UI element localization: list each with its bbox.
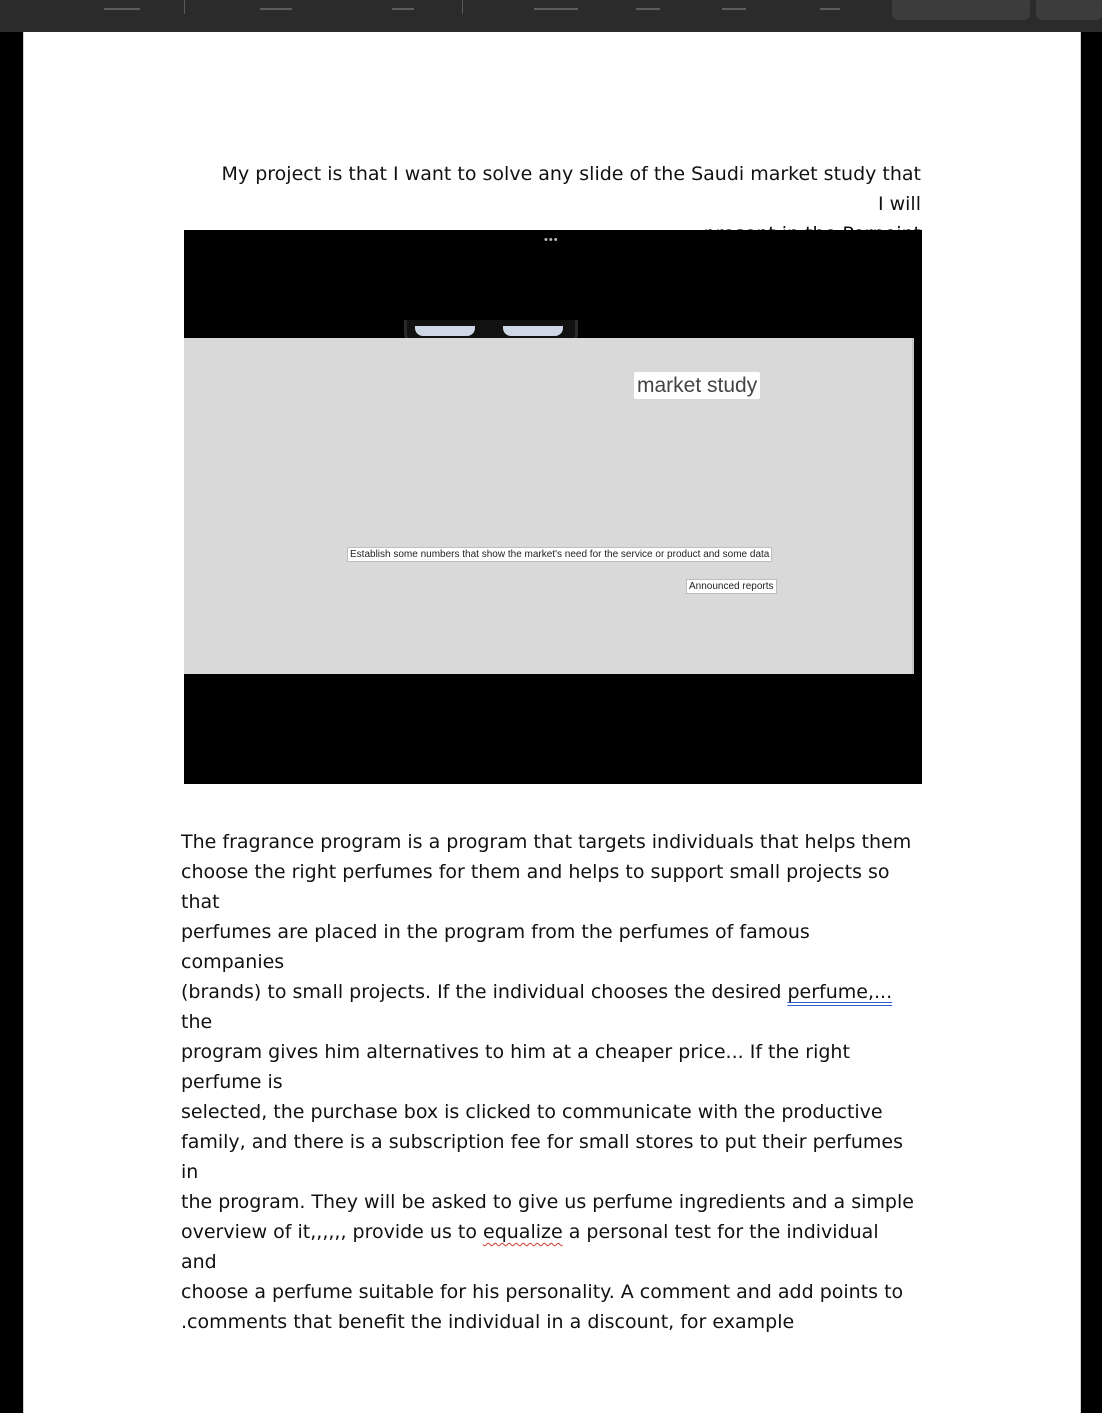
slide-preview <box>184 338 914 674</box>
slide-title: market study <box>634 372 760 399</box>
body-line: The fragrance program is a program that targets individuals that helps them <box>181 831 912 853</box>
toolbar-field[interactable] <box>892 0 1030 20</box>
body-line: choose the right perfumes for them and helps to support small projects so that <box>181 861 890 913</box>
toolbar-field-secondary[interactable] <box>1036 0 1102 20</box>
body-paragraph[interactable] <box>181 827 916 1337</box>
play-icon[interactable] <box>392 0 414 10</box>
misspelled-word[interactable]: equalize <box>483 1221 563 1243</box>
body-line: program gives him alternatives to him at a cheaper price... If the right perfume is <box>181 1041 850 1093</box>
body-line <box>181 1217 916 1277</box>
body-line <box>181 977 916 1037</box>
body-line-text: (brands) to small projects. If the individual chooses the desired <box>181 981 788 1003</box>
grammar-flagged-word[interactable]: perfume,... <box>787 981 893 1003</box>
frame-icon[interactable] <box>260 0 292 10</box>
body-line-text: the <box>181 1011 213 1033</box>
body-line: perfumes are placed in the program from the perfumes of famous companies <box>181 921 810 973</box>
slide-handle-left <box>415 326 475 336</box>
editor-toolbar <box>0 0 1102 33</box>
body-line-text: a personal test for the individual and <box>181 1221 879 1273</box>
text-cursor-icon[interactable] <box>722 0 746 10</box>
body-line: .comments that benefit the individual in a discount, for example <box>181 1311 795 1333</box>
slide-text-line-1: Establish some numbers that show the market's need for the service or product and some data <box>347 547 772 562</box>
body-line: selected, the purchase box is clicked to communicate with the productive <box>181 1101 883 1123</box>
body-line: family, and there is a subscription fee for small stores to put their perfumes in <box>181 1131 903 1183</box>
intro-line-1: My project is that I want to solve any slide of the Saudi market study that I will <box>221 163 921 215</box>
body-line-text: overview of it,,,,,, provide us to <box>181 1221 484 1243</box>
slide-handle-right <box>503 326 563 336</box>
toolbar-divider <box>184 0 185 14</box>
more-options-icon[interactable]: ••• <box>544 234 559 246</box>
toolbar-divider <box>462 0 463 14</box>
body-line: choose a perfume suitable for his personality. A comment and add points to <box>181 1281 904 1303</box>
text-size-icon[interactable] <box>534 0 578 10</box>
embedded-screenshot[interactable] <box>184 230 922 784</box>
slide-text-line-2: Announced reports <box>686 579 777 594</box>
align-icon[interactable] <box>636 0 660 10</box>
document-page[interactable] <box>23 32 1081 1413</box>
cut-icon[interactable] <box>104 0 140 10</box>
right-margin <box>1081 32 1102 1413</box>
body-line: the program. They will be asked to give us perfume ingredients and a simple <box>181 1191 914 1213</box>
shape-icon[interactable] <box>820 0 840 10</box>
left-margin <box>0 32 23 1413</box>
